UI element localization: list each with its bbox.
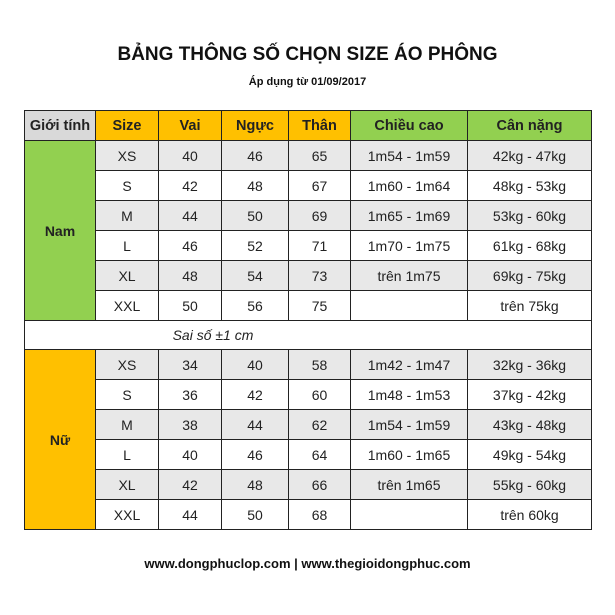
table-cell: 37kg - 42kg [468,380,592,410]
table-cell: XL [96,261,159,291]
table-cell: 38 [159,410,222,440]
table-cell: 69 [289,201,351,231]
column-header: Cân nặng [468,111,592,141]
table-cell: XS [96,141,159,171]
table-cell: M [96,201,159,231]
table-cell: 44 [159,500,222,530]
table-cell: S [96,380,159,410]
table-cell: trên 1m75 [351,261,468,291]
table-cell: 34 [159,350,222,380]
table-cell: 62 [289,410,351,440]
table-cell: 53kg - 60kg [468,201,592,231]
table-cell: 42 [159,470,222,500]
table-cell: 48 [222,470,289,500]
table-cell: 1m65 - 1m69 [351,201,468,231]
table-row [25,410,592,440]
table-cell: 36 [159,380,222,410]
table-row [25,261,592,291]
table-cell: 40 [222,350,289,380]
table-cell: 50 [222,500,289,530]
table-cell: XXL [96,500,159,530]
subtitle: Áp dụng từ 01/09/2017 [248,76,367,88]
table-cell: XL [96,470,159,500]
table-cell: 48 [159,261,222,291]
table-row [25,500,592,530]
table-cell: 46 [159,231,222,261]
table-cell: 1m60 - 1m64 [351,171,468,201]
table-cell: 67 [289,171,351,201]
table-cell: trên 75kg [468,291,592,321]
table-cell: 50 [159,291,222,321]
table-cell: trên 60kg [468,500,592,530]
table-cell: XS [96,350,159,380]
table-cell: S [96,171,159,201]
table-row [25,380,592,410]
table-cell: 46 [222,440,289,470]
table-cell: 40 [159,440,222,470]
table-cell: L [96,231,159,261]
table-cell [351,291,468,321]
table-cell: XXL [96,291,159,321]
column-header: Giới tính [25,111,96,141]
table-cell: 58 [289,350,351,380]
table-cell: 1m60 - 1m65 [351,440,468,470]
table-cell: 73 [289,261,351,291]
column-header: Vai [159,111,222,141]
table-cell [351,500,468,530]
table-cell: M [96,410,159,440]
table-cell: 50 [222,201,289,231]
table-cell: 42 [222,380,289,410]
table-row [25,201,592,231]
table-cell: 68 [289,500,351,530]
table-row [25,470,592,500]
table-row [25,141,592,171]
table-cell: 46 [222,141,289,171]
column-header: Size [96,111,159,141]
page-title: BẢNG THÔNG SỐ CHỌN SIZE ÁO PHÔNG [117,44,498,65]
table-cell: 49kg - 54kg [468,440,592,470]
table-cell: 55kg - 60kg [468,470,592,500]
table-cell: 48kg - 53kg [468,171,592,201]
table-cell: 64 [289,440,351,470]
table-cell: 43kg - 48kg [468,410,592,440]
table-cell: 42kg - 47kg [468,141,592,171]
table-row [25,231,592,261]
table-cell: 44 [222,410,289,440]
column-header: Ngực [222,111,289,141]
gender-cell: Nữ [25,350,96,530]
table-cell: 32kg - 36kg [468,350,592,380]
table-cell: 60 [289,380,351,410]
gender-cell: Nam [25,141,96,321]
table-cell: 69kg - 75kg [468,261,592,291]
table-cell: 66 [289,470,351,500]
table-cell: 1m48 - 1m53 [351,380,468,410]
table-cell: 40 [159,141,222,171]
table-cell: 42 [159,171,222,201]
table-row [25,350,592,380]
table-row [25,291,592,321]
table-cell: 75 [289,291,351,321]
size-table [24,110,592,530]
table-cell: 1m54 - 1m59 [351,141,468,171]
table-cell: 71 [289,231,351,261]
footer-links: www.dongphuclop.com | www.thegioidongphuc.com [144,556,471,571]
table-cell: L [96,440,159,470]
table-cell: 65 [289,141,351,171]
table-cell: 48 [222,171,289,201]
tolerance-note: Sai số ±1 cm [25,321,592,350]
column-header: Chiều cao [351,111,468,141]
table-cell: 56 [222,291,289,321]
table-cell: 44 [159,201,222,231]
table-cell: trên 1m65 [351,470,468,500]
table-cell: 61kg - 68kg [468,231,592,261]
table-cell: 1m70 - 1m75 [351,231,468,261]
table-cell: 54 [222,261,289,291]
table-cell: 1m54 - 1m59 [351,410,468,440]
table-cell: 52 [222,231,289,261]
table-cell: 1m42 - 1m47 [351,350,468,380]
table-row [25,171,592,201]
table-row [25,440,592,470]
column-header: Thân [289,111,351,141]
